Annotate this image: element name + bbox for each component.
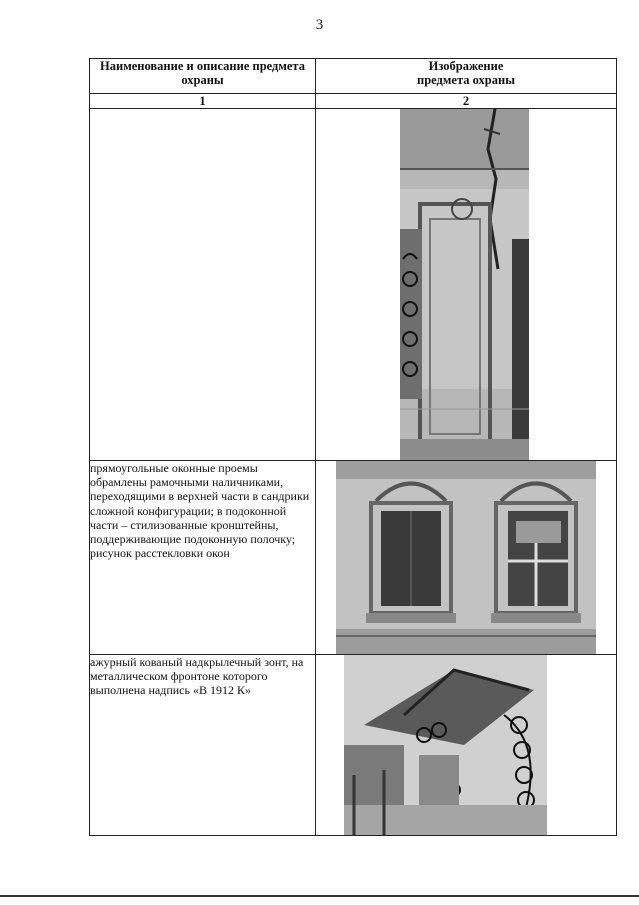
- row-image-cell: [316, 109, 617, 461]
- col2-number: 2: [316, 94, 617, 109]
- table-header-row: [90, 59, 617, 94]
- row-description: [90, 109, 316, 461]
- row-image-cell: [316, 655, 617, 836]
- forged-canopy-photo: [344, 655, 547, 835]
- table-row: [90, 461, 617, 655]
- table-row: [90, 109, 617, 461]
- protection-subject-table: [89, 58, 617, 836]
- col2-header-line2: предмета охраны: [417, 73, 515, 87]
- row-description: ажурный кованый надкрылечный зонт, на металлическом фронтоне которого выполнена надпись «В 1912 К»: [90, 655, 316, 836]
- column-number-row: [90, 94, 617, 109]
- window-column-illustration: [400, 109, 529, 460]
- page-number: 3: [315, 17, 324, 33]
- windows-facade-photo: [336, 461, 596, 654]
- footer-divider: [0, 895, 639, 897]
- forged-canopy-illustration: [344, 655, 547, 835]
- col2-header-line1: Изображение: [428, 59, 504, 73]
- windows-facade-illustration: [336, 461, 596, 654]
- window-column-photo: [400, 109, 529, 460]
- table-row: [90, 655, 617, 836]
- col1-header: Наименование и описание предмета охраны: [90, 59, 316, 94]
- col2-header: [316, 59, 617, 94]
- col1-number: 1: [90, 94, 316, 109]
- row-description: прямоугольные оконные проемы обрамлены рамочными наличниками, переходящими в верхней части в сандрики сложной конфигурации; в подоконной части – стилизованные кронштейны, поддерживающие подоконную полочку; рисунок расстекловки окон: [90, 461, 316, 655]
- row-image-cell: [316, 461, 617, 655]
